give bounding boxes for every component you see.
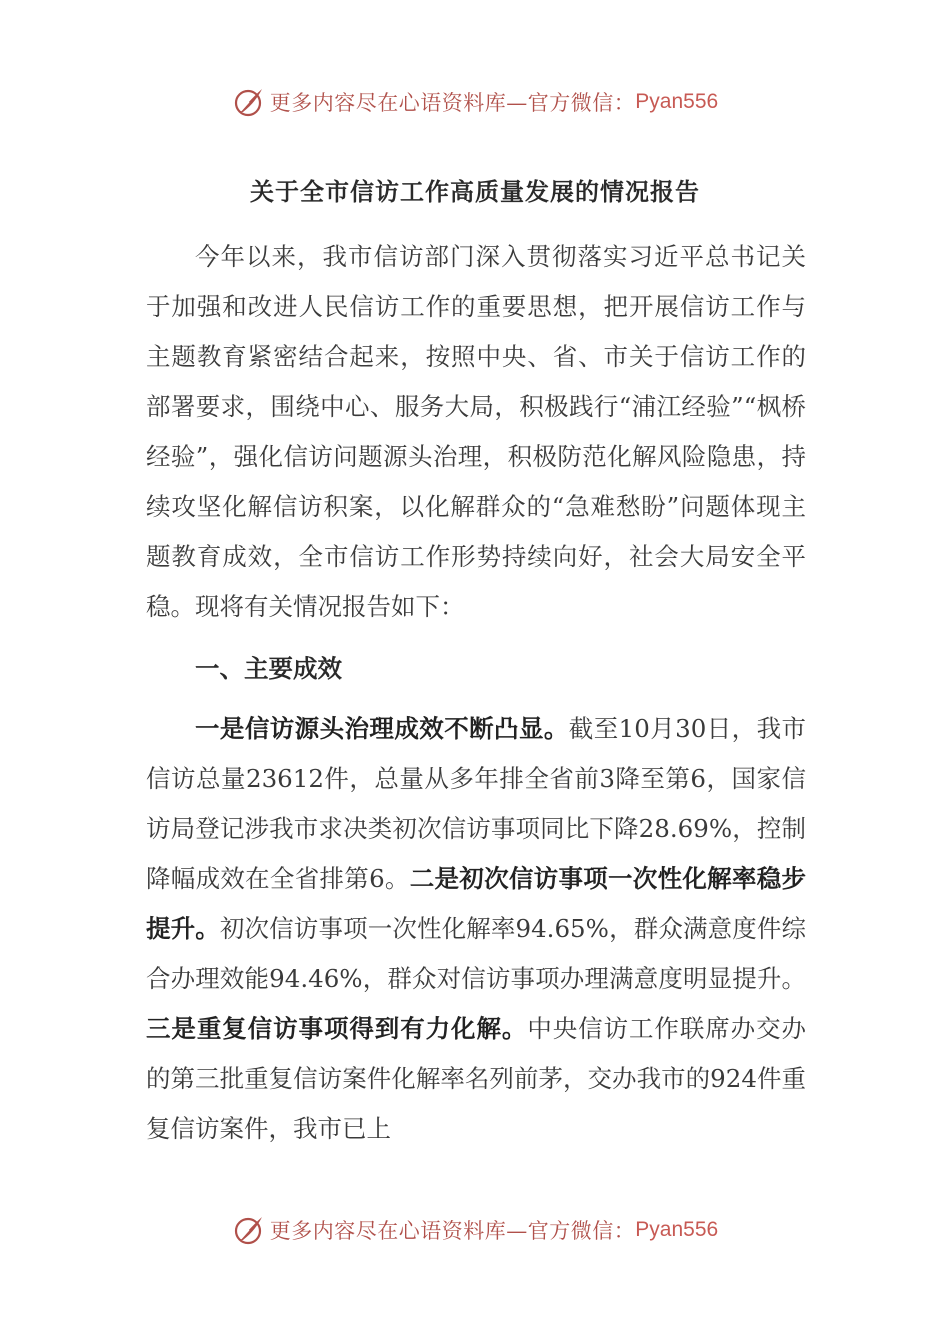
banner-text: 更多内容尽在心语资料库—官方微信：	[269, 1219, 636, 1243]
intro-paragraph: 今年以来，我市信访部门深入贯彻落实习近平总书记关于加强和改进人民信访工作的重要思想，把开展信访工作与主题教育紧密结合起来，按照中央、省、市关于信访工作的部署要求，围绕中心、服务大局，积极践行“浦江经验”“枫桥经验”，强化信访问题源头治理，积极防范化解风险隐患，持续攻坚化解信访积案，以化解群众的“急难愁盼”问题体现主题教育成效，全市信访工作形势持续向好，社会大局安全平稳。现将有关情况报告如下：	[146, 242, 806, 621]
lead-sentence-1: 一是信访源头治理成效不断凸显。	[195, 714, 569, 743]
section-paragraph	[146, 704, 806, 1154]
body-sentence-2: 初次信访事项一次性化解率94.65%，群众满意度件综合办理效能94.46%，群众对信访事项办理满意度明显提升。	[146, 914, 806, 993]
document-title: 关于全市信访工作高质量发展的情况报告	[250, 177, 700, 206]
banner-text: 更多内容尽在心语资料库—官方微信：	[269, 91, 636, 115]
section-heading: 一、主要成效	[195, 654, 342, 683]
lead-sentence-2: 二是初次信访事项一次性化解率稳步提升。	[146, 864, 807, 943]
banner-wechat-handle: Pyan556	[635, 90, 719, 113]
header-watermark-banner	[0, 80, 950, 124]
body-sentence-3: 中央信访工作联席办交办的第三批重复信访案件化解率名列前茅，交办我市的924件重复信访案件，我市已上	[146, 1014, 807, 1143]
quill-pen-icon	[232, 1213, 266, 1247]
banner-wechat-handle: Pyan556	[635, 1218, 719, 1241]
footer-watermark-banner	[0, 1208, 950, 1252]
lead-sentence-3: 三是重复信访事项得到有力化解。	[146, 1014, 528, 1043]
quill-pen-icon	[232, 85, 266, 119]
body-sentence-1: 截至10月30日，我市信访总量23612件，总量从多年排全省前3降至第6，国家信访局登记涉我市求决类初次信访事项同比下降28.69%，控制降幅成效在全省排第6。	[146, 714, 807, 893]
